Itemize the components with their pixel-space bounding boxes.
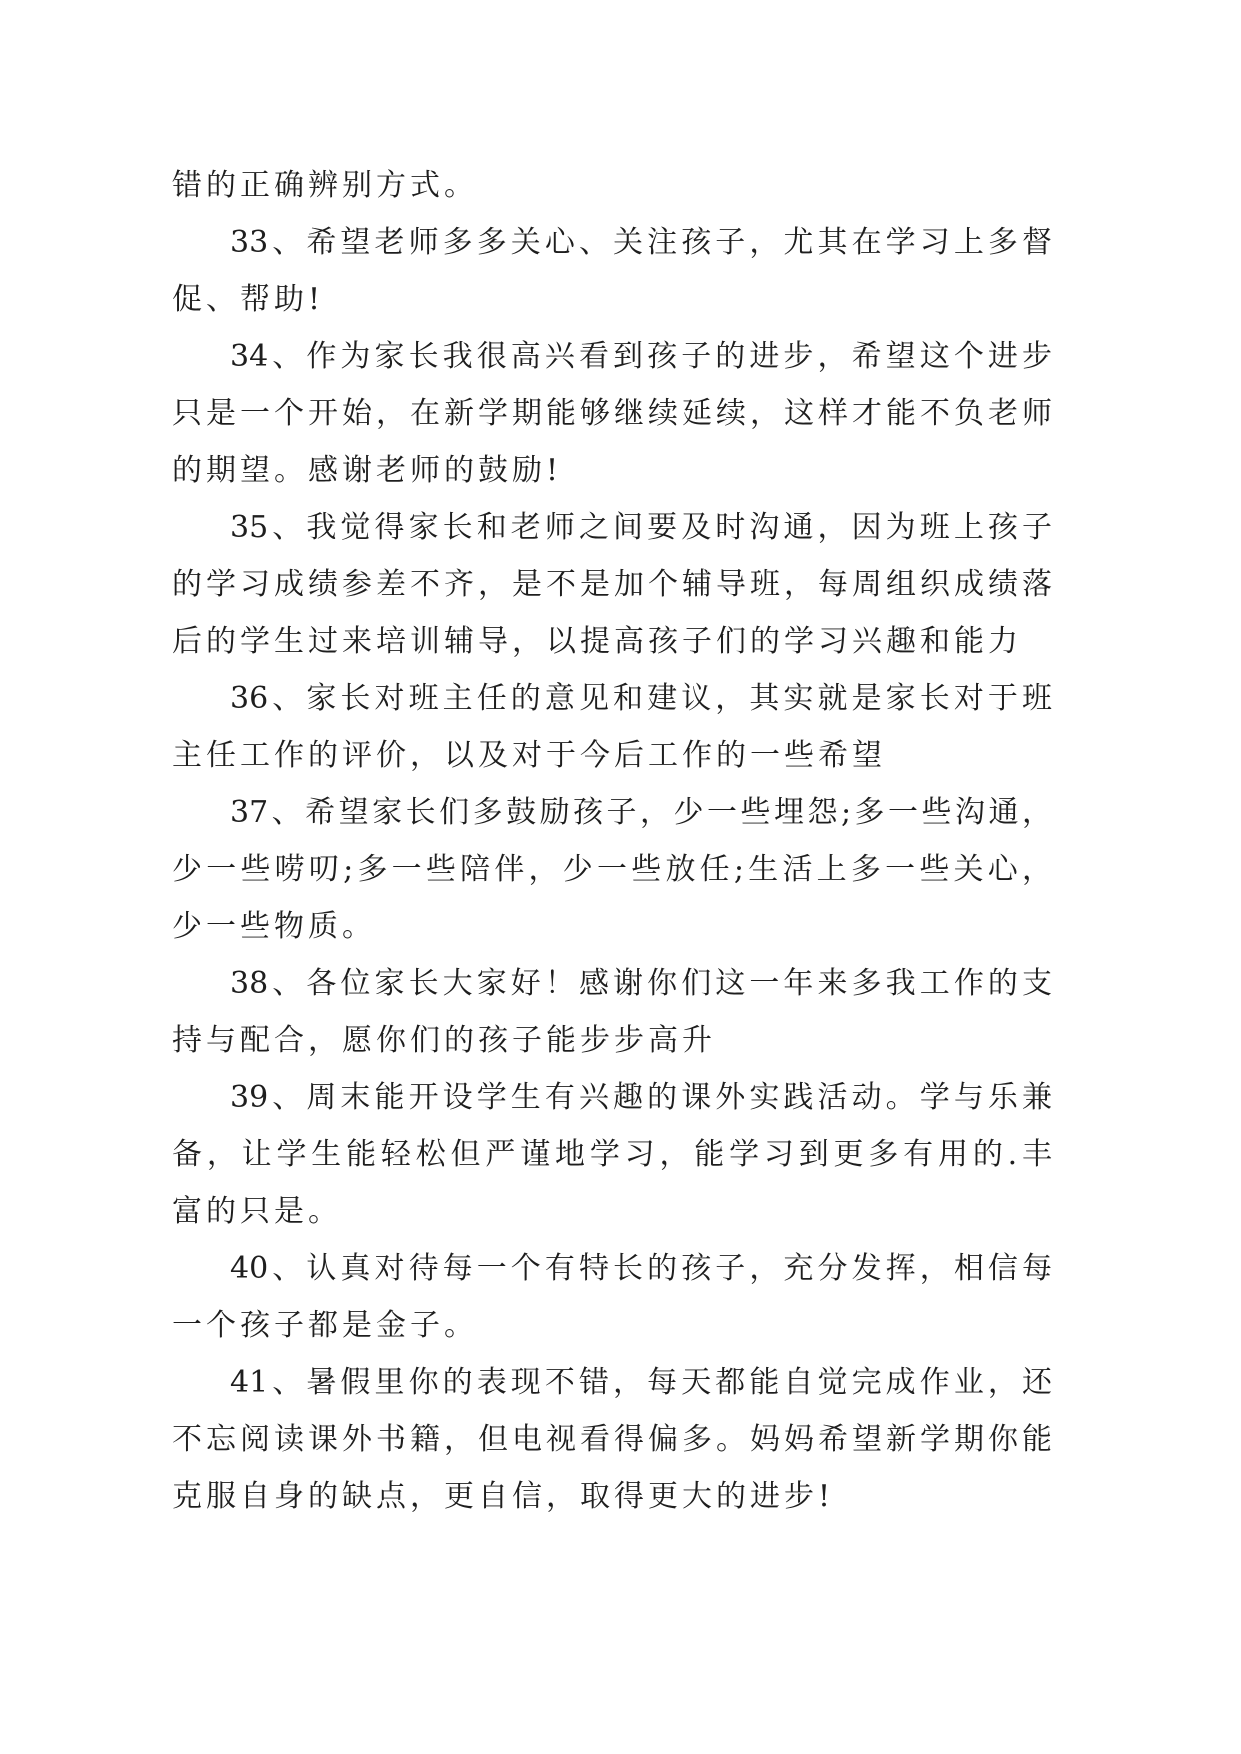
text-line: 41、暑假里你的表现不错，每天都能自觉完成作业，还 xyxy=(230,1365,1052,1400)
text-line: 33、希望老师多多关心、关注孩子，尤其在学习上多督 xyxy=(230,225,1052,260)
paragraph-continuation xyxy=(172,157,1052,214)
text-line: 促、帮助! xyxy=(172,282,325,317)
text-line: 备，让学生能轻松但严谨地学习，能学习到更多有用的.丰 xyxy=(172,1137,1052,1172)
text-line: 富的只是。 xyxy=(172,1194,342,1229)
paragraph-38 xyxy=(172,955,1052,1069)
paragraph-37 xyxy=(172,784,1052,955)
text-line: 错的正确辨别方式。 xyxy=(172,168,478,203)
text-line: 的学习成绩参差不齐，是不是加个辅导班，每周组织成绩落 xyxy=(172,567,1052,602)
paragraph-36 xyxy=(172,670,1052,784)
text-line: 40、认真对待每一个有特长的孩子，充分发挥，相信每 xyxy=(230,1251,1052,1286)
paragraph-34 xyxy=(172,328,1052,499)
text-line: 克服自身的缺点，更自信，取得更大的进步! xyxy=(172,1479,835,1514)
text-line: 只是一个开始，在新学期能够继续延续，这样才能不负老师 xyxy=(172,396,1052,431)
text-line: 不忘阅读课外书籍，但电视看得偏多。妈妈希望新学期你能 xyxy=(172,1422,1052,1457)
text-line: 35、我觉得家长和老师之间要及时沟通，因为班上孩子 xyxy=(230,510,1052,545)
text-line: 一个孩子都是金子。 xyxy=(172,1308,478,1343)
text-line: 后的学生过来培训辅导，以提高孩子们的学习兴趣和能力 xyxy=(172,624,1022,659)
paragraph-41 xyxy=(172,1354,1052,1525)
text-line: 少一些唠叨;多一些陪伴，少一些放任;生活上多一些关心， xyxy=(172,852,1052,887)
text-line: 主任工作的评价，以及对于今后工作的一些希望 xyxy=(172,738,886,773)
paragraph-35 xyxy=(172,499,1052,670)
text-line: 少一些物质。 xyxy=(172,909,376,944)
text-line: 36、家长对班主任的意见和建议，其实就是家长对于班 xyxy=(230,681,1052,716)
text-line: 37、希望家长们多鼓励孩子，少一些埋怨;多一些沟通， xyxy=(230,795,1052,830)
text-line: 39、周末能开设学生有兴趣的课外实践活动。学与乐兼 xyxy=(230,1080,1052,1115)
text-line: 34、作为家长我很高兴看到孩子的进步，希望这个进步 xyxy=(230,339,1052,374)
text-line: 38、各位家长大家好！感谢你们这一年来多我工作的支 xyxy=(230,966,1052,1001)
paragraph-33 xyxy=(172,214,1052,328)
paragraph-40 xyxy=(172,1240,1052,1354)
text-line: 的期望。感谢老师的鼓励! xyxy=(172,453,563,488)
text-line: 持与配合，愿你们的孩子能步步高升 xyxy=(172,1023,716,1058)
document-body xyxy=(172,157,1052,1525)
paragraph-39 xyxy=(172,1069,1052,1240)
